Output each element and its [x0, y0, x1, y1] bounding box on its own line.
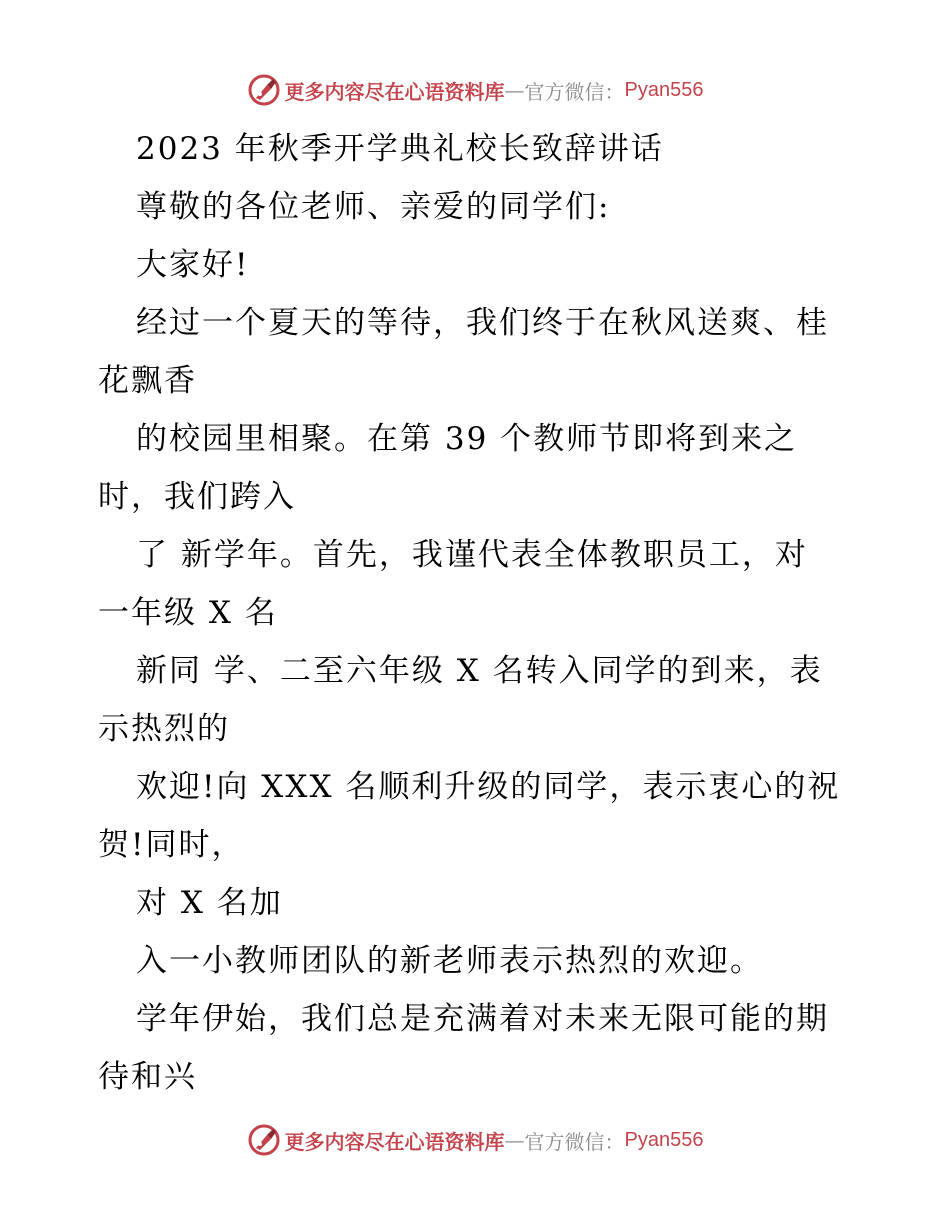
banner-wechat-id: Pyan556 [624, 1128, 704, 1151]
text-line: 贺!同时， [98, 827, 245, 863]
banner-dash: — [504, 78, 525, 102]
text-line: 待和兴 [98, 1059, 197, 1095]
header-banner [0, 70, 950, 110]
text-line: 大家好! [136, 247, 250, 283]
text-line: 花飘香 [98, 363, 197, 399]
text-line: 示热烈的 [98, 711, 230, 747]
banner-contact-label: 官方微信： [524, 79, 625, 104]
text-line: 一年级 X 名 [98, 595, 278, 631]
document-title: 2023 年秋季开学典礼校长致辞讲话 [136, 131, 664, 167]
banner-text: 更多内容尽在心语资料库 [284, 1129, 505, 1154]
text-line: 新同 学、二至六年级 X 名转入同学的到来，表 [136, 653, 823, 689]
text-line: 时，我们跨入 [98, 479, 296, 515]
text-line: 对 X 名加 [136, 885, 283, 921]
text-line: 欢迎!向 XXX 名顺利升级的同学，表示衷心的祝 [136, 769, 841, 805]
logo-icon [247, 73, 281, 107]
logo-icon [247, 1123, 281, 1157]
text-line: 尊敬的各位老师、亲爱的同学们: [136, 189, 611, 225]
text-line: 经过一个夏天的等待，我们终于在秋风送爽、桂 [136, 305, 829, 341]
text-line: 了 新学年。首先，我谨代表全体教职员工，对 [136, 537, 808, 573]
document-body [98, 120, 858, 1106]
banner-contact-label: 官方微信： [524, 1129, 625, 1154]
banner-text: 更多内容尽在心语资料库 [284, 79, 505, 104]
text-line: 入一小教师团队的新老师表示热烈的欢迎。 [136, 943, 763, 979]
footer-banner [0, 1120, 950, 1160]
text-line: 学年伊始，我们总是充满着对未来无限可能的期 [136, 1001, 829, 1037]
banner-dash: — [504, 1128, 525, 1152]
banner-wechat-id: Pyan556 [624, 78, 704, 101]
text-line: 的校园里相聚。在第 39 个教师节即将到来之 [136, 421, 798, 457]
